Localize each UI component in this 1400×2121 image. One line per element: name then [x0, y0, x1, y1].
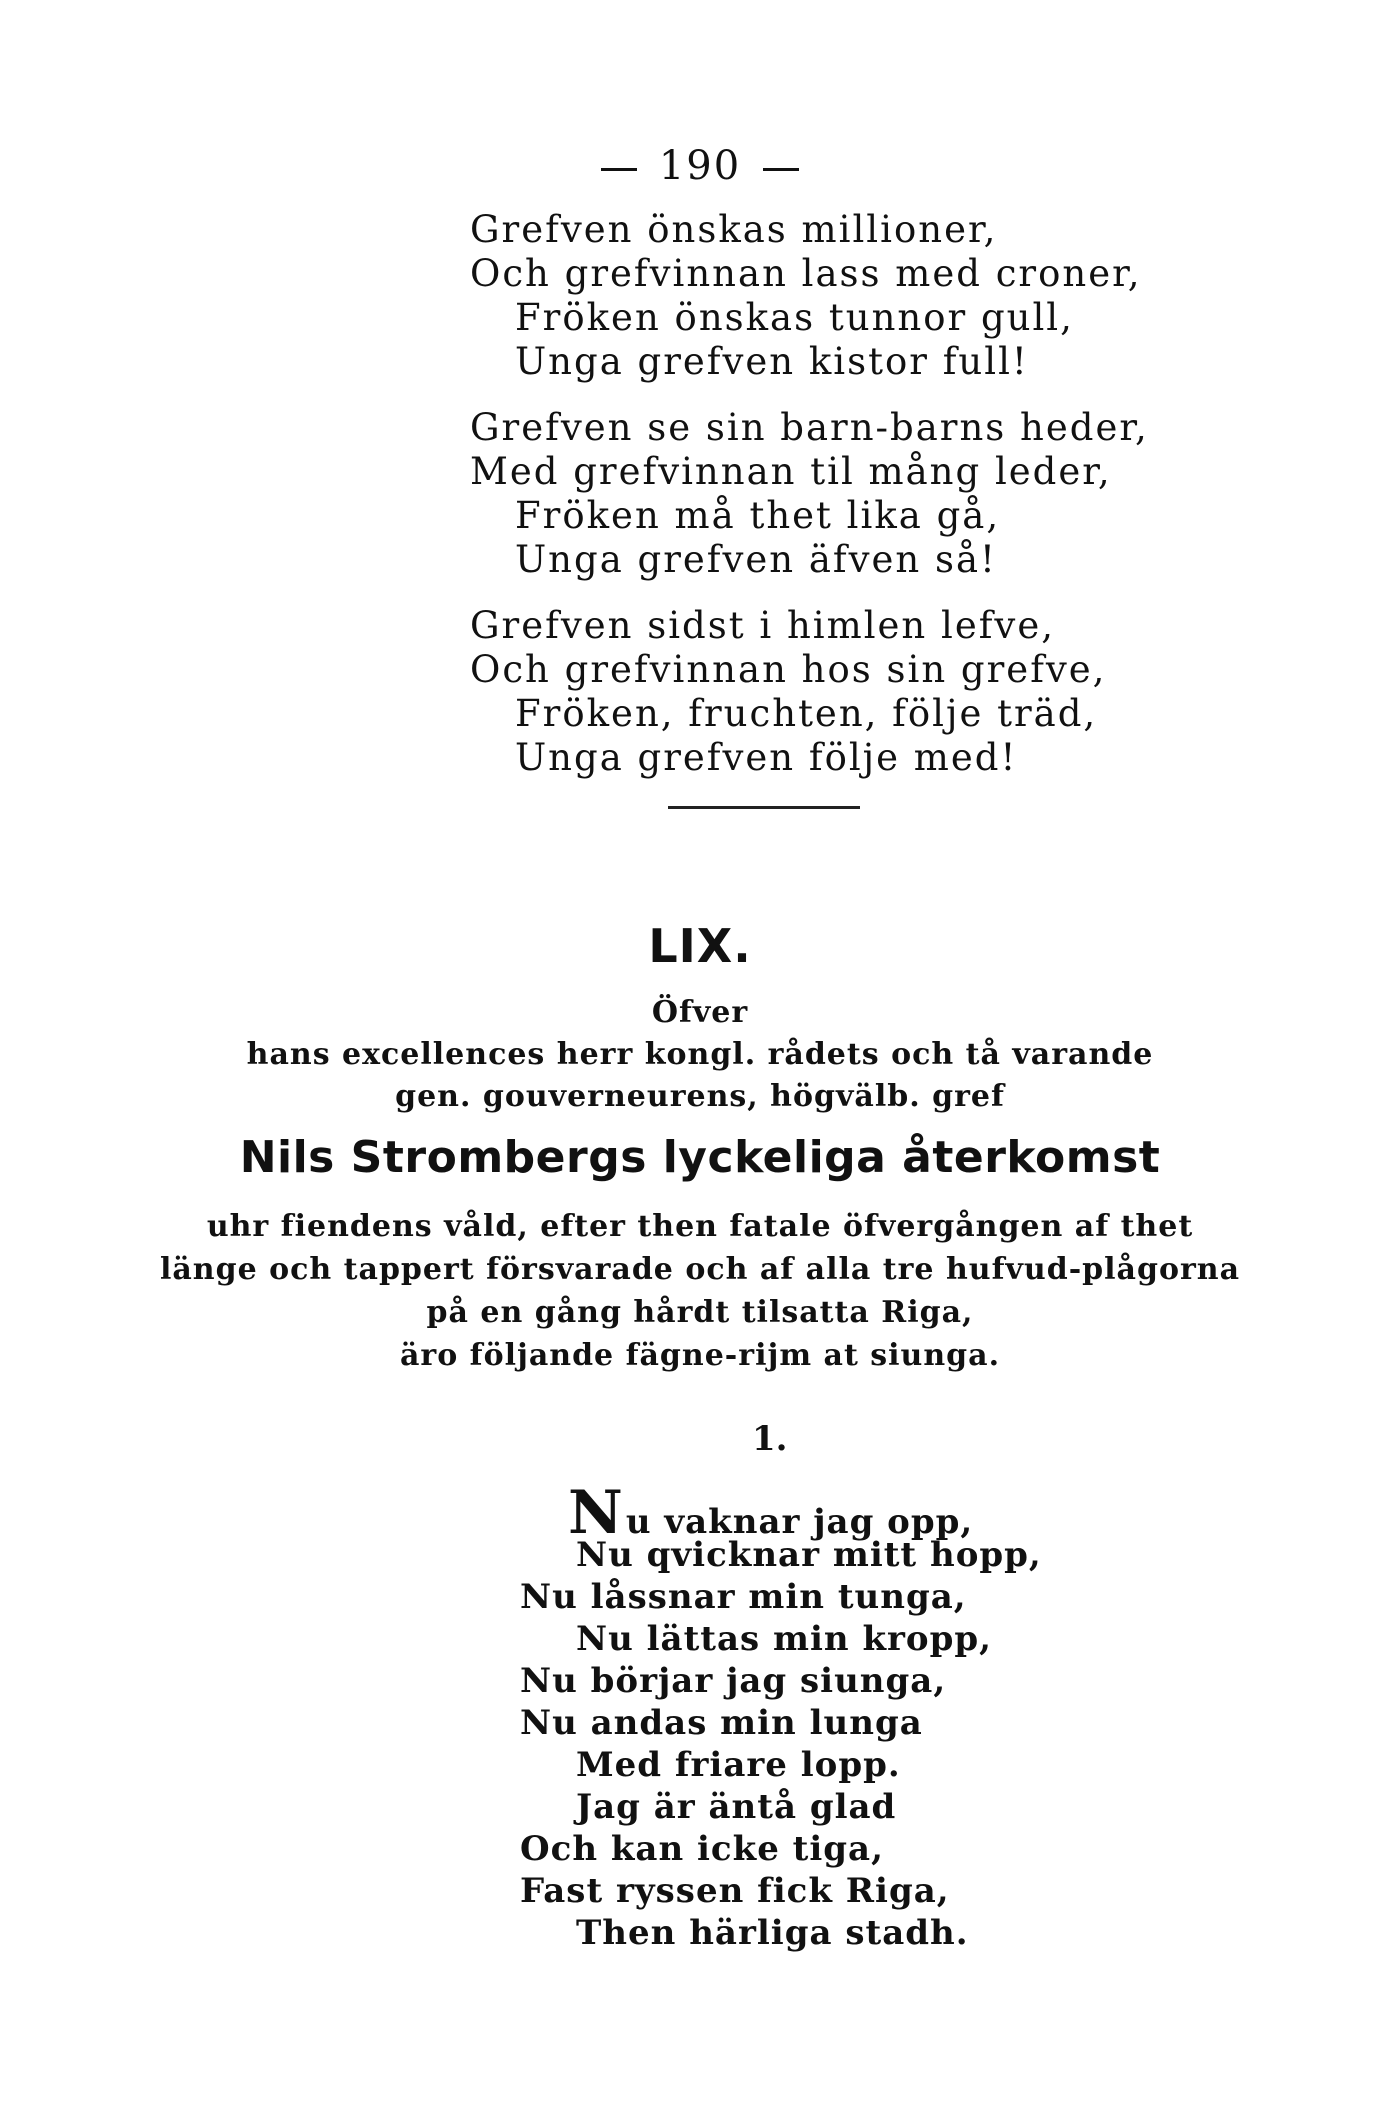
- section-number: 1.: [752, 1419, 788, 1459]
- stanza-line: Unga grefven äfven så!: [515, 538, 997, 581]
- heading-honoree-name: Nils Strombergs lyckeliga återkomst: [239, 1132, 1161, 1183]
- poem-line: Fast ryssen fick Riga,: [520, 1871, 950, 1911]
- heading-line: uhr fiendens våld, efter then fatale öfvergången af thet: [206, 1209, 1194, 1244]
- stanza-line: Fröken önskas tunnor gull,: [515, 296, 1074, 339]
- stanza-line: Fröken må thet lika gå,: [515, 494, 1001, 537]
- poem-line: Nu qvicknar mitt hopp,: [576, 1535, 1042, 1575]
- poem-line: Nu låssnar min tunga,: [520, 1577, 967, 1617]
- heading-line: gen. gouverneurens, högvälb. gref: [395, 1079, 1005, 1114]
- poem-line: Nu andas min lunga: [520, 1703, 923, 1743]
- poem-line: Med friare lopp.: [576, 1745, 901, 1785]
- heading-line: hans excellences herr kongl. rådets och tå varande: [246, 1037, 1154, 1072]
- page-number: [0, 142, 1400, 190]
- stanza-line: Och grefvinnan lass med croner,: [470, 252, 1142, 295]
- heading-ofver: Öfver: [651, 995, 749, 1030]
- stanza-line: Fröken, fruchten, följe träd,: [515, 692, 1098, 735]
- stanza-line: Grefven sidst i himlen lefve,: [470, 604, 1055, 647]
- poem-first-line-rest: u vaknar jag opp,: [625, 1502, 974, 1542]
- drop-cap: N: [568, 1478, 624, 1548]
- stanza-line: Grefven se sin barn-barns heder,: [470, 406, 1149, 449]
- poem-line: Och kan icke tiga,: [520, 1829, 884, 1869]
- stanza-line: Med grefvinnan til mång leder,: [470, 450, 1112, 493]
- page-number-dash-right: [763, 168, 799, 171]
- heading-line: länge och tappert försvarade och af alla tre hufvud-plågorna: [159, 1252, 1241, 1287]
- chapter-number: LIX.: [648, 919, 752, 973]
- poem-line: Nu börjar jag siunga,: [520, 1661, 947, 1701]
- stanza-line: Grefven önskas millioner,: [470, 208, 998, 251]
- stanza-line: Unga grefven kistor full!: [515, 340, 1029, 383]
- poem-line: Nu lättas min kropp,: [576, 1619, 992, 1659]
- heading-line: på en gång hårdt tilsatta Riga,: [426, 1295, 974, 1330]
- stanza-line: Och grefvinnan hos sin grefve,: [470, 648, 1107, 691]
- poem-line: Then härliga stadh.: [576, 1913, 969, 1953]
- page-number-value: 190: [658, 143, 742, 189]
- heading-line: äro följande fägne-rijm at siunga.: [399, 1338, 1001, 1373]
- page-number-dash-left: [601, 168, 637, 171]
- poem-line: Jag är äntå glad: [576, 1787, 897, 1827]
- section-divider: [668, 806, 860, 809]
- stanza-line: Unga grefven följe med!: [515, 736, 1018, 779]
